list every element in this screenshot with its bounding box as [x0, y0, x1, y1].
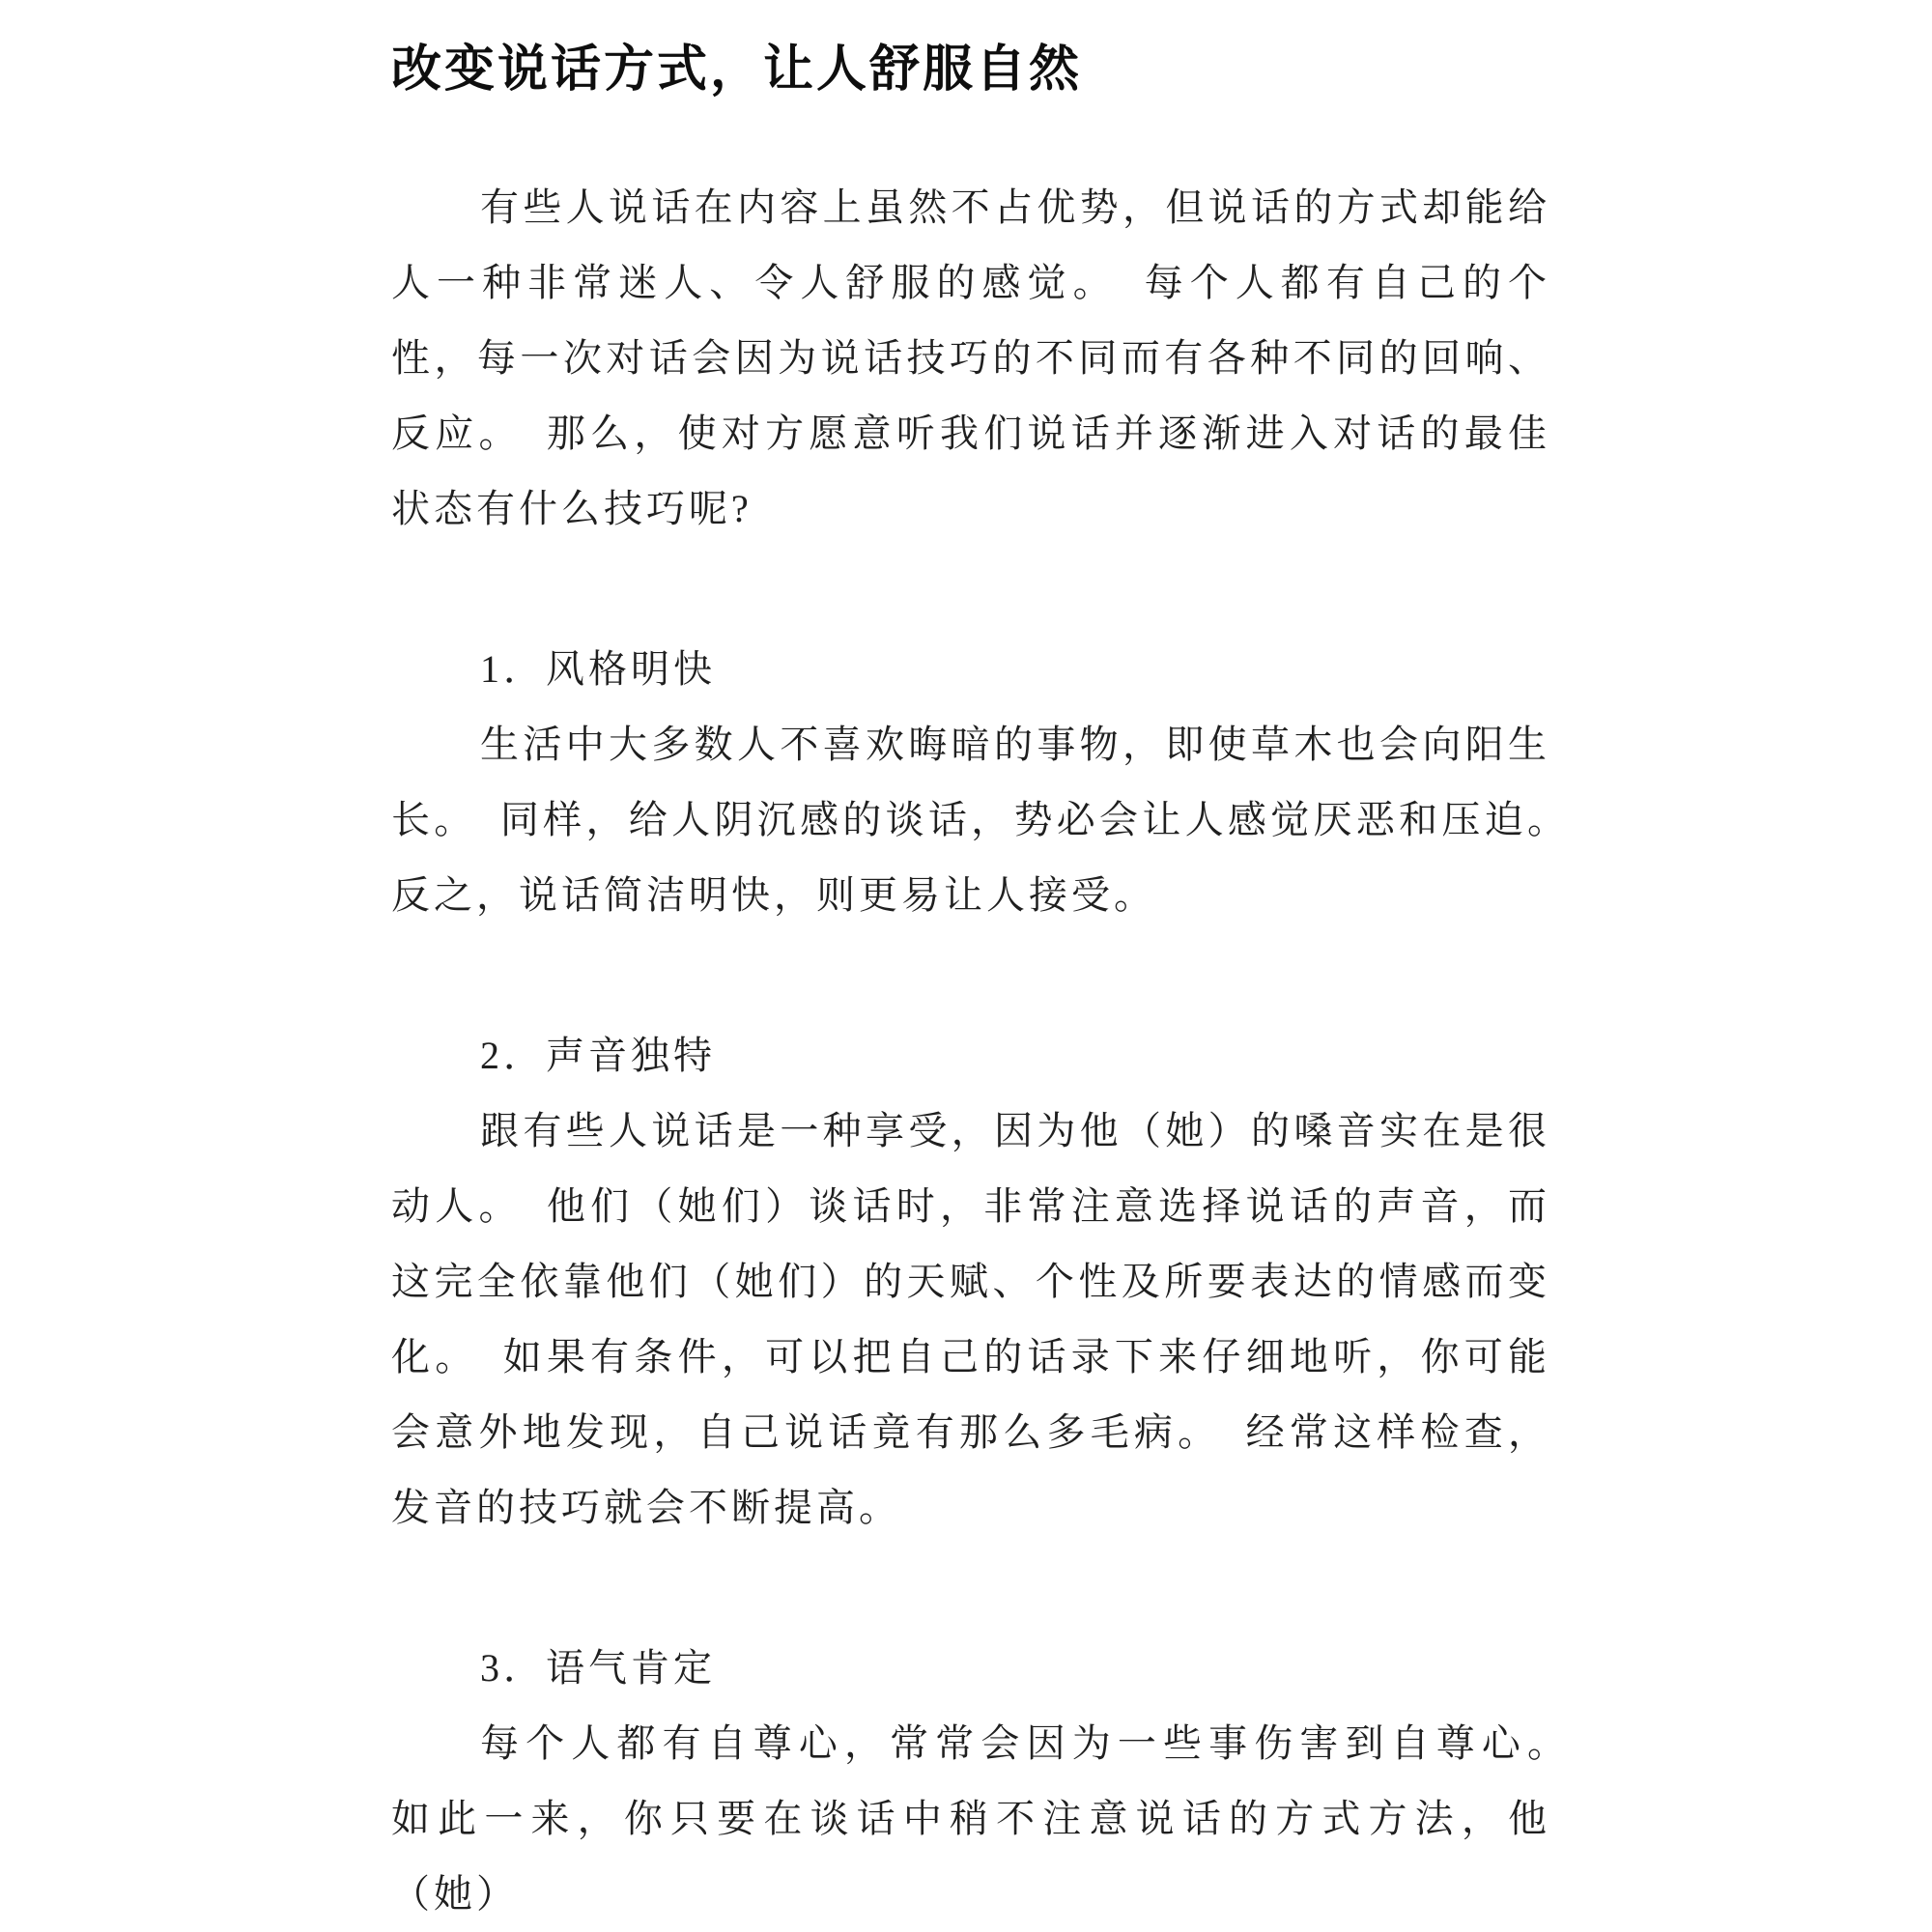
page-title: 改变说话方式，让人舒服自然	[391, 42, 1083, 98]
paragraph: 有些人说话在内容上虽然不占优势，但说话的方式却能给人一种非常迷人、令人舒服的感觉。 每个人都有自己的个性，每一次对话会因为说话技巧的不同而有各种不同的回响、反应。 那么，使对方愿意听我们说话并逐渐进入对话的最佳状态有什么技巧呢?	[391, 185, 1550, 530]
section-heading: 1．风格明快	[480, 647, 716, 691]
section-heading: 2．声音独特	[480, 1034, 716, 1077]
page-content	[391, 41, 1593, 1932]
paragraph: 每个人都有自尊心，常常会因为一些事伤害到自尊心。 如此一来，你只要在谈话中稍不注意说话的方式方法，他（她）	[391, 1721, 1593, 1916]
paragraph: 生活中大多数人不喜欢晦暗的事物，即使草木也会向阳生长。 同样，给人阴沉感的谈话，势必会让人感觉厌恶和压迫。 反之，说话简洁明快，则更易让人接受。	[391, 723, 1593, 917]
document-body	[391, 170, 1593, 1932]
paragraph: 跟有些人说话是一种享受，因为他（她）的嗓音实在是很动人。 他们（她们）谈话时，非常注意选择说话的声音，而这完全依靠他们（她们）的天赋、个性及所要表达的情感而变化。 如果有条件，可以把自己的话录下来仔细地听，你可能会意外地发现，自己说话竟有那么多毛病。 经常这样检查，发音的技巧就会不断提高。	[391, 1109, 1550, 1529]
section-heading: 3．语气肯定	[480, 1646, 716, 1690]
